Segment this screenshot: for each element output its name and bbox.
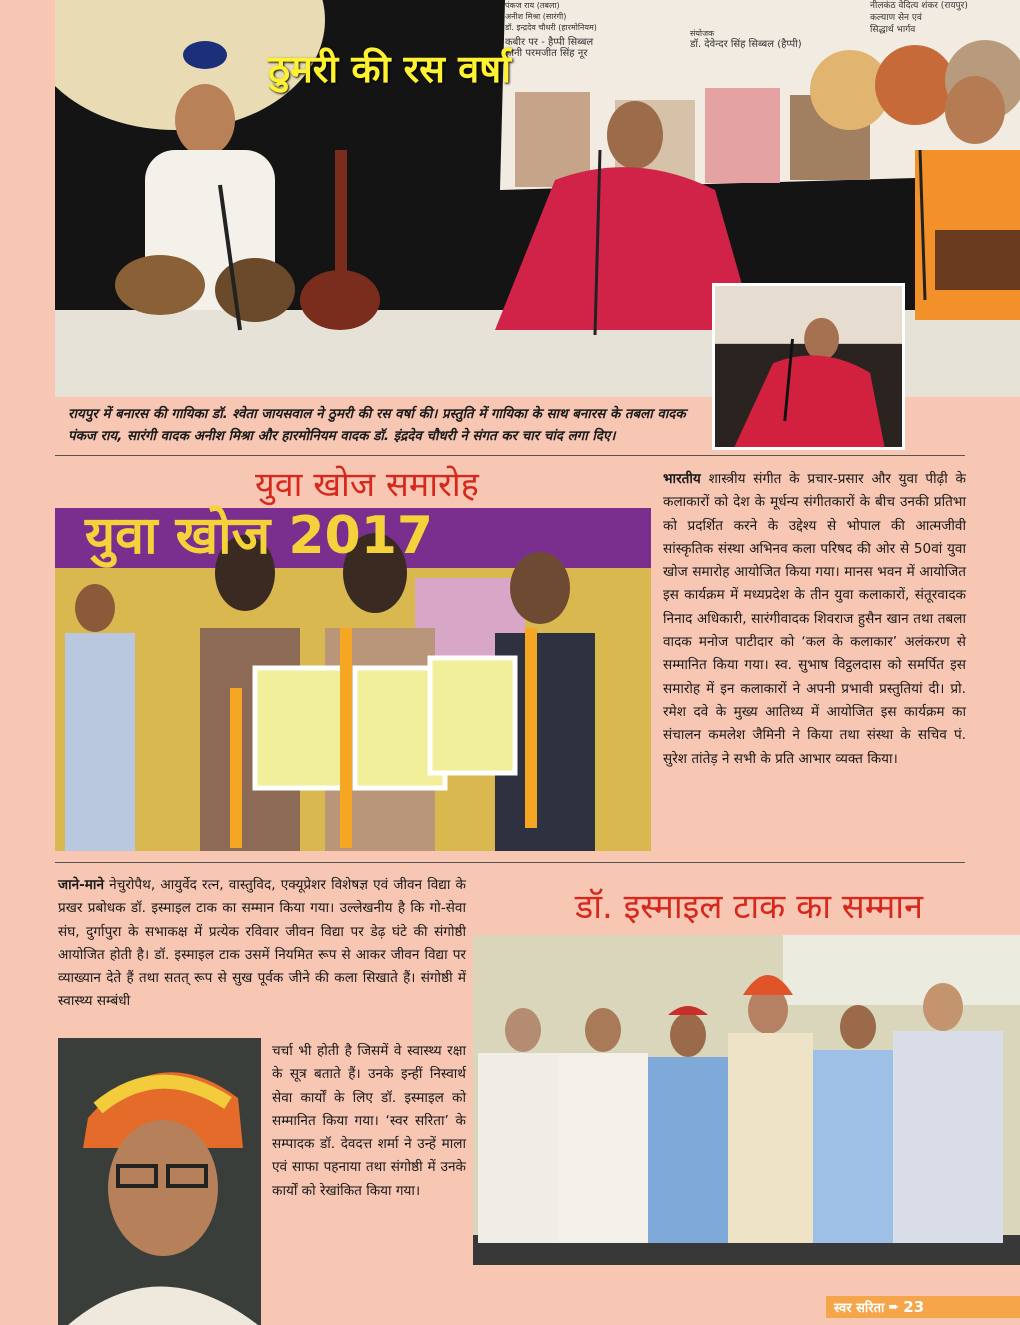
banner-text-block — [505, 0, 700, 59]
banner-line: अनीश मिश्रा (सारंगी) — [505, 12, 567, 21]
banner-line: कबीर पर - हैप्पी सिब्बल — [505, 37, 594, 48]
section2-title: युवा खोज समारोह — [255, 465, 479, 505]
section2-body-text: शास्त्रीय संगीत के प्रचार-प्रसार और युवा पीढ़ी के कलाकारों को देश के मूर्धन्य संगीतकारों के बीच उनकी प्रतिभा को प्रदर्शित करने के उद्देश्य से भोपाल की आत्मजीवी सांस्कृतिक संस्था अभिनव कला परिषद की ओर से 50वां युवा खोज समारोह आयोजित किया गया। मानस भवन में आयोजित इस कार्यक्रम में मध्यप्रदेश के तीन युवा कलाकारों, संतूरवादक निनाद अधिकारी, सारंगीवादक शिवराज हुसैन खान तथा तबला वादक मनोज पाटीदार को ‘कल के कलाकार’ अलंकरण से सम्मानित किया गया। स्व. सुभाष विट्ठलदास को समर्पित इस समारोह में इन कलाकारों ने अपनी प्रभावी प्रस्तुतियां दी। प्रो. रमेश दवे के मुख्य आतिथ्य में आयोजित इस कार्यक्रम का संचालन कमलेश जैमिनी ने किया तथा संस्था के सचिव पं. सुरेश तांतेड़ ने सभी के प्रति आभार व्यक्त किया। — [663, 471, 967, 767]
banner-text-block-3 — [870, 0, 1020, 36]
portrait-photo — [58, 1038, 261, 1325]
group-photo — [473, 935, 1020, 1265]
singer-inset-photo — [712, 283, 905, 450]
banner-line: सिद्धार्थ भार्गव — [870, 25, 916, 35]
banner-line: डॉ. देवेन्दर सिंह सिब्बल (हैप्पी) — [690, 39, 802, 50]
banner-line: पंकज राय (तबला) — [505, 1, 560, 10]
magazine-name: स्वर सरिता — [834, 1301, 885, 1316]
section3-lead: जाने-माने — [58, 877, 104, 893]
section1-caption: रायपुर में बनारस की गायिका डॉ. श्वेता जायसवाल ने ठुमरी की रस वर्षा की। प्रस्तुति में गायिका के साथ बनारस के तबला वादक पंकज राय, सारंगी वादक अनीश मिश्रा और हारमोनियम वादक डॉ. इंद्रदेव चौधरी ने संगत कर चार चांद लगा दिए। — [68, 407, 686, 444]
page-number: 23 — [903, 1298, 925, 1316]
banner-line: कल्याण सेन एवं — [870, 13, 922, 23]
banner-line: नीलकंठ वेदित्य शंकर (रायपुर) — [870, 1, 968, 11]
banner-text-block-2 — [690, 28, 850, 50]
arrow-icon: ➨ — [888, 1299, 900, 1315]
section3-body-top-text: नेचुरोपैथ, आयुर्वेद रत्न, वास्तुविद, एक्यूप्रेशर विशेषज्ञ एवं जीवन विद्या के प्रखर प्रबोधक डॉ. इस्माइल टाक का सम्मान किया गया। उल्लेखनीय है कि गो-सेवा संघ, दुर्गापुरा के सभाकक्ष में प्रत्येक रविवार जीवन विद्या पर डेढ़ घंटे की संगोष्ठी आयोजित होती है। डॉ. इस्माइल टाक उसमें नियमित रूप से आकर जीवन विद्या पर व्याख्यान देते हैं तथा सतत् रूप से सुख पूर्वक जीने की कला सिखाते हैं। संगोष्ठी में स्वास्थ्य सम्बंधी — [58, 877, 467, 1010]
divider — [55, 455, 965, 456]
section3-title: डॉ. इस्माइल टाक का सम्मान — [575, 887, 923, 927]
stage-backdrop-text: युवा खोज 2017 — [85, 506, 434, 566]
banner-line: ज्ञानी परमजीत सिंह नूर — [505, 48, 588, 59]
section1-title: ठुमरी की रस वर्षा — [268, 47, 512, 91]
divider — [55, 862, 965, 863]
section3-body-top — [58, 874, 466, 1014]
section2-body — [663, 468, 966, 771]
banner-line: संयोजक — [690, 29, 715, 38]
banner-line: डॉ. इन्द्रदेव चौधरी (हारमोनियम) — [505, 23, 597, 32]
section3-body-bottom: चर्चा भी होती है जिसमें वे स्वास्थ्य रक्षा के सूत्र बताते हैं। उनके इन्हीं निस्वार्थ सेवा कार्यों के लिए डॉ. इस्माइल को सम्मानित किया गया। ‘स्वर सरिता’ के सम्पादक डॉ. देवदत्त शर्मा ने उन्हें माला एवं साफा पहनाया तथा संगोष्ठी में उनके कार्यों को रेखांकित किया गया। — [272, 1043, 466, 1199]
page-footer — [826, 1296, 1020, 1318]
section2-lead: भारतीय — [663, 471, 701, 487]
